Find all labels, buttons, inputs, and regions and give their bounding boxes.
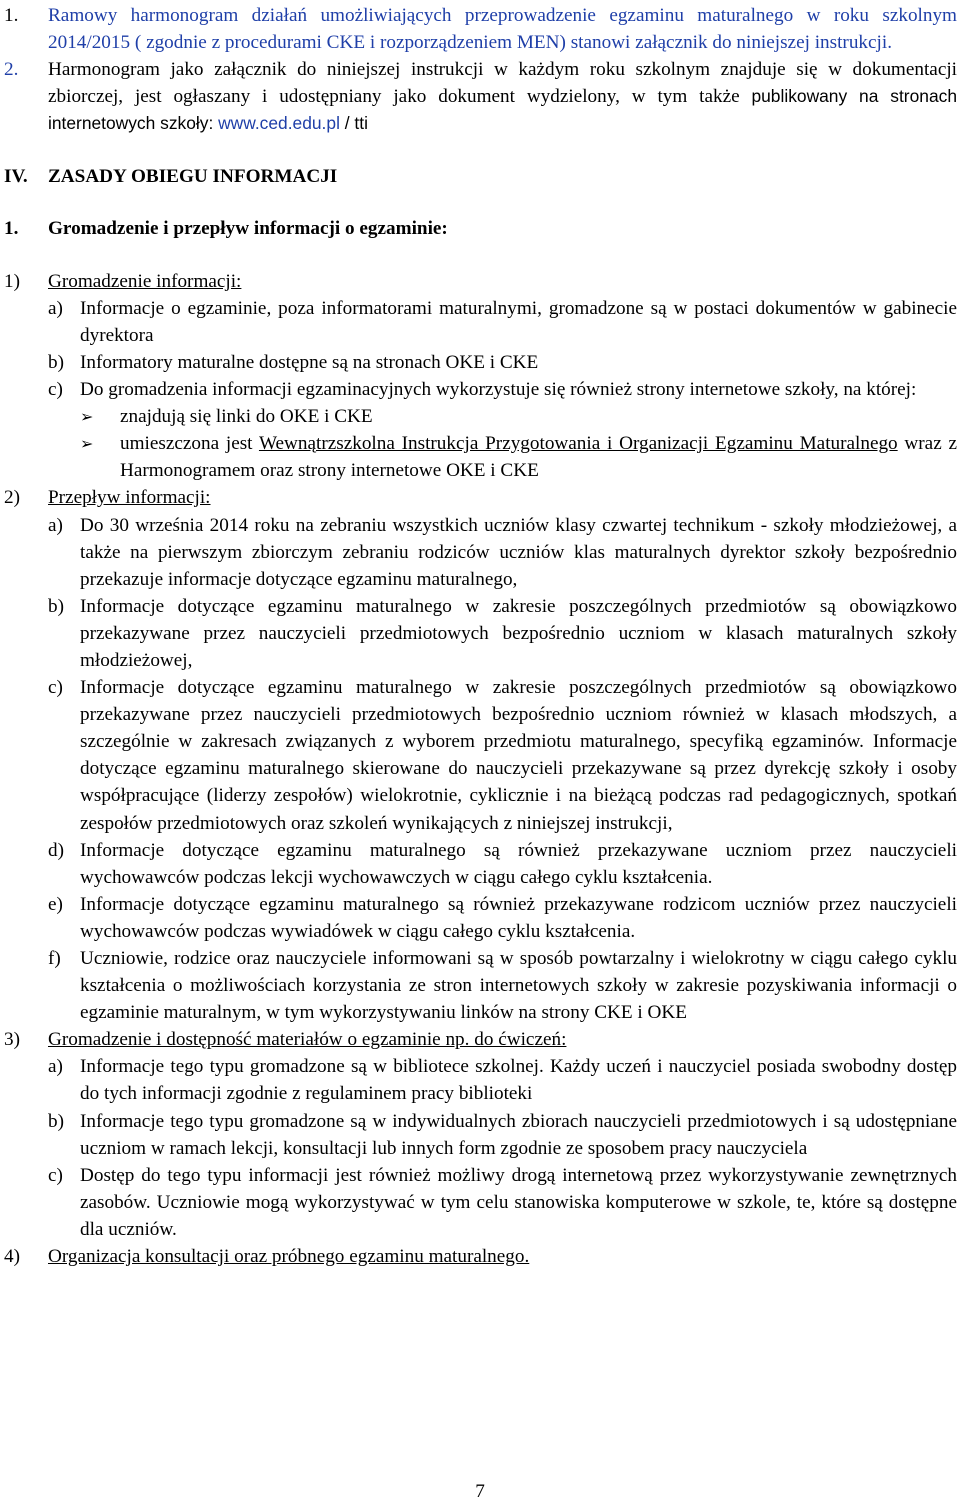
section-header bbox=[4, 268, 957, 295]
list-item bbox=[4, 945, 957, 1026]
item-text-part: Harmonogram jako załącznik do niniejszej instrukcji w każdym roku szkolnym znajduje się w dokumentacji zbiorczej, jest ogłaszany i udostępniany jako dokument wydzielony, w tym także bbox=[48, 59, 957, 108]
item-text: Informacje dotyczące egzaminu maturalnego są również przekazywane uczniom przez nauczycieli wychowawców podczas lekcji wychowawczych w ciągu całego cyklu kształcenia. bbox=[80, 839, 957, 888]
item-letter: f) bbox=[48, 948, 61, 969]
list-item bbox=[4, 593, 957, 674]
item-text: Do gromadzenia informacji egzaminacyjnych wykorzystuje się również strony internetowe szkoły, na której: bbox=[80, 379, 917, 401]
bullet-text-part: wraz z Harmonogramem oraz strony internetowe OKE i CKE bbox=[120, 433, 958, 482]
bullet-text bbox=[120, 430, 957, 484]
item-number: 1. bbox=[4, 5, 19, 26]
section-konsultacje bbox=[4, 1243, 957, 1270]
item-letter: b) bbox=[48, 1110, 64, 1132]
list-item bbox=[4, 376, 957, 403]
section-heading-iv bbox=[4, 163, 957, 190]
section-header bbox=[4, 1243, 957, 1270]
subsection-title: Gromadzenie i przepływ informacji o egzaminie: bbox=[48, 217, 448, 239]
list-item bbox=[4, 837, 957, 891]
list-item bbox=[4, 891, 957, 945]
item-letter: a) bbox=[48, 514, 63, 536]
list-item bbox=[4, 1108, 957, 1162]
item-letter: c) bbox=[48, 1164, 63, 1186]
item-text: Informacje dotyczące egzaminu maturalnego są również przekazywane rodzicom uczniów przez nauczycieli wychowawców podczas wywiadówek w ciągu całego cyklu kształcenia. bbox=[80, 893, 957, 942]
item-text: Informacje tego typu gromadzone są w bibliotece szkolnej. Każdy uczeń i nauczyciel posiada swobodny dostęp do tych informacji zgodnie z regulaminem pracy biblioteki bbox=[80, 1056, 957, 1105]
item-text: Informacje o egzaminie, poza informatorami maturalnymi, gromadzone są w postaci dokumentów w gabinecie dyrektora bbox=[80, 297, 957, 346]
section-number: 4) bbox=[4, 1246, 20, 1268]
section-header bbox=[4, 1026, 957, 1053]
subsection-number: 1. bbox=[4, 217, 19, 239]
item-text: Do 30 września 2014 roku na zebraniu wszystkich uczniów klasy czwartej technikum - szkoły młodzieżowej, a także na pierwszym zbiorczym zebraniu rodziców uczniów klas maturalnych dyrektor szkoły bezpośrednio przekazuje informacje dotyczące egzaminu maturalnego, bbox=[80, 514, 957, 590]
item-text: Informacje dotyczące egzaminu maturalnego w zakresie poszczególnych przedmiotów są obowiązkowo przekazywane przez nauczycieli przedmiotowych bezpośrednio uczniom w klasach maturalnych szkoły młodzieżowej, bbox=[80, 595, 957, 671]
list-item bbox=[4, 512, 957, 593]
item-text: Ramowy harmonogram działań umożliwiających przeprowadzenie egzaminu maturalnego w roku szkolnym 2014/2015 ( zgodnie z procedurami CKE i rozporządzeniem MEN) stanowi załącznik do niniejszej instrukcji. bbox=[48, 5, 957, 54]
section-title: ZASADY OBIEGU INFORMACJI bbox=[48, 166, 338, 188]
item-text-suffix: / tti bbox=[339, 113, 368, 134]
item-letter: c) bbox=[48, 379, 63, 401]
item-letter: a) bbox=[48, 297, 63, 319]
section-title: Przepływ informacji: bbox=[48, 487, 211, 509]
arrow-bullet-icon: ➢ bbox=[80, 407, 94, 427]
section-header bbox=[4, 484, 957, 511]
item-text: Informacje tego typu gromadzone są w indywidualnych zbiorach nauczycieli przedmiotowych i są udostępniane uczniom w ramach lekcji, konsultacji lub innych form zgodnie ze sposobem pracy nauczyciela bbox=[80, 1110, 957, 1159]
list-item-2 bbox=[4, 56, 957, 137]
item-letter: b) bbox=[48, 351, 64, 373]
item-letter: c) bbox=[48, 677, 63, 699]
item-number: 2. bbox=[4, 59, 19, 81]
list-item bbox=[4, 1053, 957, 1107]
arrow-bullet-icon: ➢ bbox=[80, 434, 94, 454]
section-title: Gromadzenie informacji: bbox=[48, 270, 242, 292]
section-number: 1) bbox=[4, 270, 20, 292]
section-title: Organizacja konsultacji oraz próbnego egzaminu maturalnego. bbox=[48, 1246, 530, 1268]
bullet-item bbox=[4, 403, 957, 430]
section-materialy bbox=[4, 1026, 957, 1243]
bullet-text: znajdują się linki do OKE i CKE bbox=[120, 406, 373, 428]
item-letter: e) bbox=[48, 893, 63, 915]
item-text bbox=[48, 56, 957, 137]
list-item bbox=[4, 295, 957, 349]
section-gromadzenie bbox=[4, 268, 957, 485]
section-number: IV. bbox=[4, 166, 28, 188]
list-item-1 bbox=[4, 2, 957, 56]
item-text: Dostęp do tego typu informacji jest również możliwy drogą internetową przez wykorzystywanie zewnętrznych zasobów. Uczniowie mogą wykorzystywać w tym celu stanowiska komputerowe w szkole, te, które są dostępne dla uczniów. bbox=[80, 1164, 957, 1240]
section-number: 3) bbox=[4, 1029, 20, 1051]
section-title: Gromadzenie i dostępność materiałów o egzaminie np. do ćwiczeń: bbox=[48, 1029, 567, 1051]
item-text-part-sans: publikowany na stronach internetowych szkoły: bbox=[48, 86, 957, 134]
item-text: Informatory maturalne dostępne są na stronach OKE i CKE bbox=[80, 351, 539, 373]
subsection-heading-1 bbox=[4, 215, 957, 242]
school-website-link[interactable]: www.ced.edu.pl bbox=[218, 113, 340, 134]
item-letter: b) bbox=[48, 595, 64, 617]
bullet-text-part: umieszczona jest bbox=[120, 433, 259, 455]
item-letter: a) bbox=[48, 1056, 63, 1078]
instruction-title-underlined: Wewnątrzszkolna Instrukcja Przygotowania i Organizacji Egzaminu Maturalnego bbox=[258, 433, 898, 455]
section-number: 2) bbox=[4, 487, 20, 509]
list-item bbox=[4, 349, 957, 376]
page-number: 7 bbox=[475, 1481, 485, 1502]
item-letter: d) bbox=[48, 839, 64, 861]
bullet-item bbox=[4, 430, 957, 484]
item-text: Uczniowie, rodzice oraz nauczyciele informowani są w sposób powtarzalny i wielokrotny w ciągu całego cyklu kształcenia o możliwościach korzystania ze stron internetowych szkoły w zakresie pozyskiwania informacji o egzaminie maturalnym, w tym wykorzystywaniu linków na strony CKE i OKE bbox=[80, 948, 957, 1024]
section-przeplyw bbox=[4, 484, 957, 1026]
item-text: Informacje dotyczące egzaminu maturalnego w zakresie poszczególnych przedmiotów są obowiązkowo przekazywane przez nauczycieli przedmiotowych bezpośrednio uczniom również w klasach młodszych, a szczególnie w zakresach związanych z wyborem przedmiotu maturalnego, specyfiką egzaminów. Informacje dotyczące egzaminu maturalnego skierowane do nauczycieli przekazywane są przez dyrekcję szkoły i osoby współpracujące (liderzy zespołów) wielokrotnie, cyklicznie i na bieżącą podczas rad pedagogicznych, spotkań zespołów przedmiotowych oraz szkoleń wynikających z niniejszej instrukcji, bbox=[80, 677, 957, 834]
list-item bbox=[4, 674, 957, 837]
list-item bbox=[4, 1162, 957, 1243]
